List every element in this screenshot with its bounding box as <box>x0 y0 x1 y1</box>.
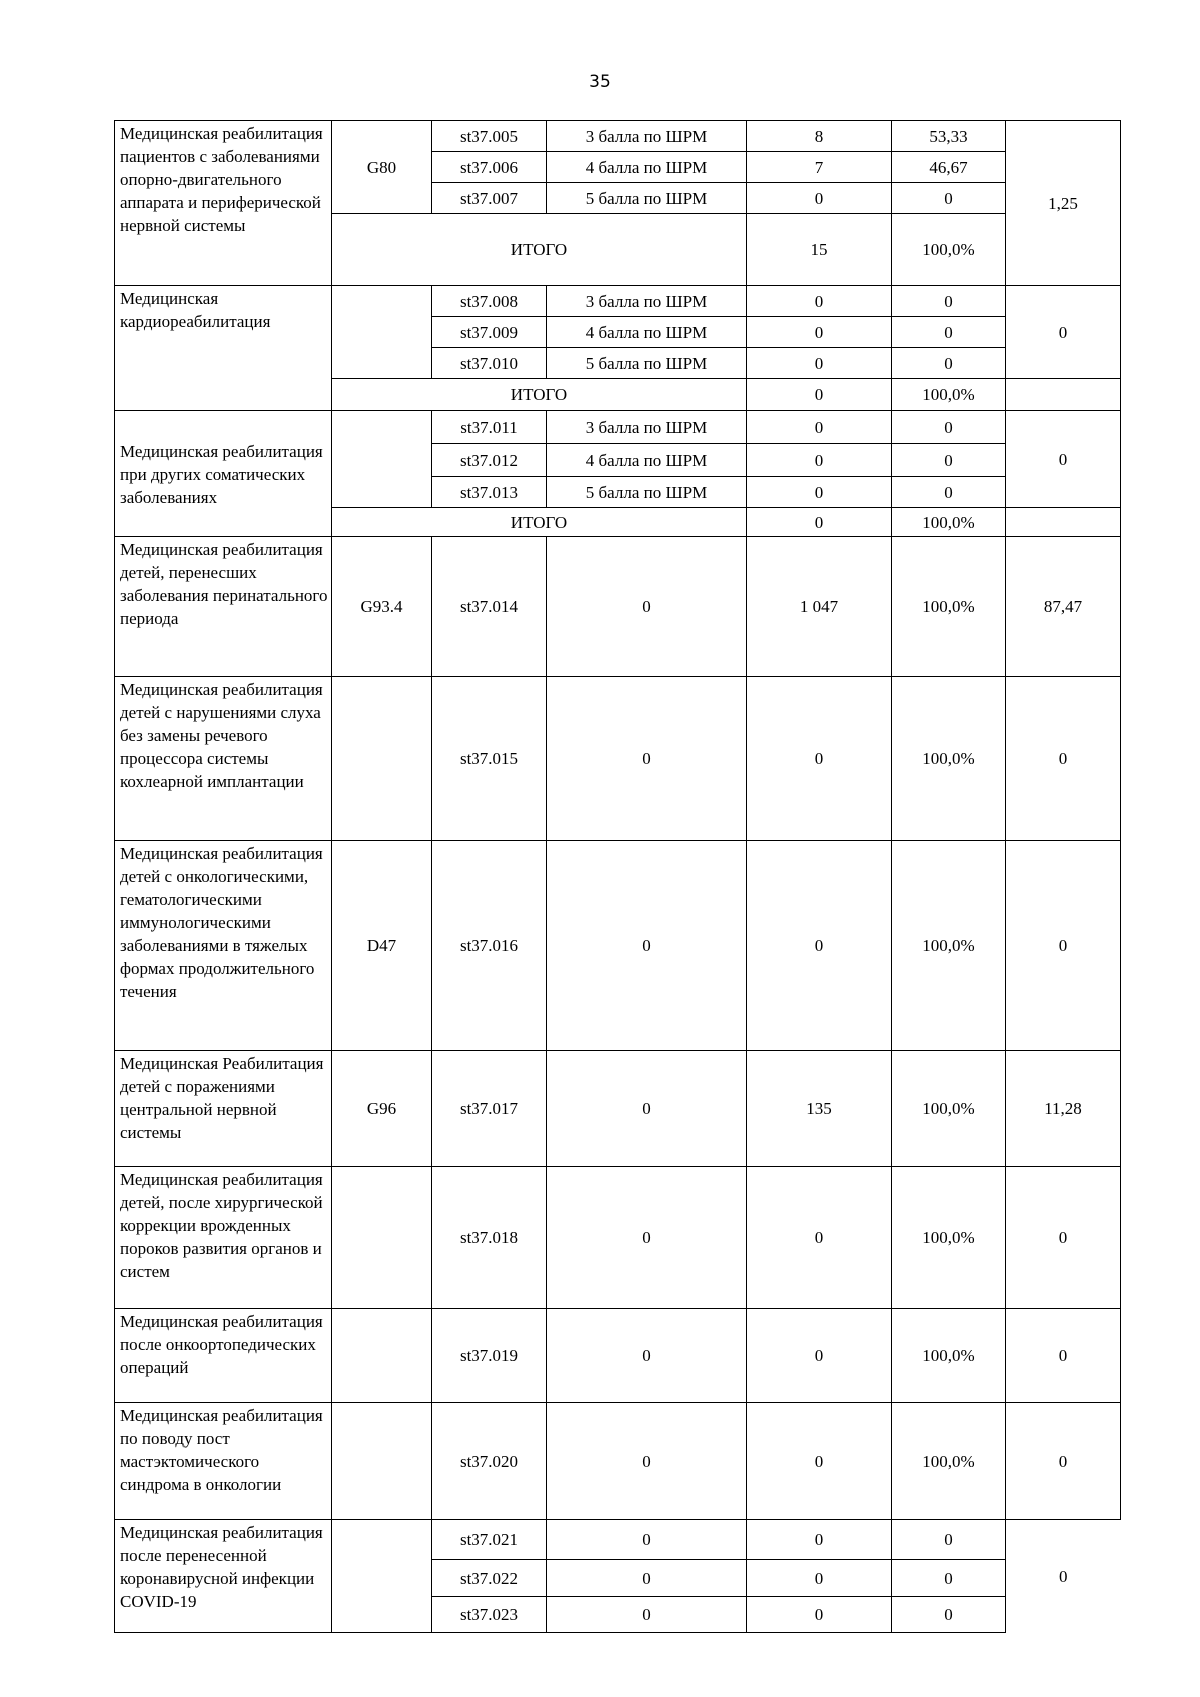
csg-description: 0 <box>547 1309 747 1403</box>
group-value: 0 <box>1006 411 1121 508</box>
csg-code: st37.013 <box>432 477 547 508</box>
table-row <box>115 121 1121 152</box>
diagnosis-code: G80 <box>332 121 432 214</box>
diagnosis-code <box>332 1309 432 1403</box>
profile-name: Медицинская реабилитация после перенесенной коронавирусной инфекции COVID-19 <box>115 1520 332 1633</box>
table-row <box>115 841 1121 1051</box>
total-count: 15 <box>747 214 892 286</box>
profile-name: Медицинская кардиореабилитация <box>115 286 332 411</box>
case-share: 100,0% <box>892 841 1006 1051</box>
group-value: 0 <box>1006 1403 1121 1520</box>
csg-code: st37.014 <box>432 537 547 677</box>
group-value: 0 <box>1006 1167 1121 1309</box>
case-count: 0 <box>747 1403 892 1520</box>
group-value: 0 <box>1006 677 1121 841</box>
case-share: 0 <box>892 411 1006 444</box>
group-value: 11,28 <box>1006 1051 1121 1167</box>
case-count: 0 <box>747 411 892 444</box>
csg-code: st37.016 <box>432 841 547 1051</box>
case-count: 0 <box>747 183 892 214</box>
diagnosis-code <box>332 1520 432 1633</box>
case-count: 7 <box>747 152 892 183</box>
csg-code: st37.006 <box>432 152 547 183</box>
diagnosis-code <box>332 1403 432 1520</box>
total-count: 0 <box>747 379 892 411</box>
group-value: 0 <box>1006 286 1121 379</box>
case-count: 0 <box>747 477 892 508</box>
csg-code: st37.018 <box>432 1167 547 1309</box>
csg-code: st37.019 <box>432 1309 547 1403</box>
case-count: 0 <box>747 348 892 379</box>
csg-code: st37.012 <box>432 444 547 477</box>
diagnosis-code: G93.4 <box>332 537 432 677</box>
rehabilitation-table <box>114 120 1121 1633</box>
case-count: 0 <box>747 677 892 841</box>
empty-cell <box>1006 508 1121 537</box>
group-value: 0 <box>1006 1520 1121 1633</box>
table-row <box>115 537 1121 677</box>
csg-description: 4 балла по ШРМ <box>547 152 747 183</box>
group-value: 0 <box>1006 1309 1121 1403</box>
csg-description: 0 <box>547 1520 747 1560</box>
csg-code: st37.007 <box>432 183 547 214</box>
case-count: 0 <box>747 1167 892 1309</box>
case-share: 0 <box>892 348 1006 379</box>
case-share: 100,0% <box>892 537 1006 677</box>
profile-name: Медицинская реабилитация по поводу пост мастэктомического синдрома в онкологии <box>115 1403 332 1520</box>
case-share: 0 <box>892 477 1006 508</box>
total-label: ИТОГО <box>332 379 747 411</box>
total-count: 0 <box>747 508 892 537</box>
csg-description: 5 балла по ШРМ <box>547 348 747 379</box>
profile-name: Медицинская Реабилитация детей с поражениями центральной нервной системы <box>115 1051 332 1167</box>
case-share: 100,0% <box>892 677 1006 841</box>
group-value: 87,47 <box>1006 537 1121 677</box>
group-value: 0 <box>1006 841 1121 1051</box>
csg-description: 0 <box>547 1597 747 1633</box>
profile-name: Медицинская реабилитация пациентов с заболеваниями опорно-двигательного аппарата и периферической нервной системы <box>115 121 332 286</box>
profile-name: Медицинская реабилитация детей, перенесших заболевания перинатального периода <box>115 537 332 677</box>
csg-code: st37.009 <box>432 317 547 348</box>
case-count: 1 047 <box>747 537 892 677</box>
profile-name: Медицинская реабилитация детей с нарушениями слуха без замены речевого процессора системы кохлеарной имплантации <box>115 677 332 841</box>
case-share: 0 <box>892 1597 1006 1633</box>
table-row <box>115 1403 1121 1520</box>
empty-cell <box>1006 379 1121 411</box>
case-count: 0 <box>747 841 892 1051</box>
table-row <box>115 1051 1121 1167</box>
csg-code: st37.021 <box>432 1520 547 1560</box>
group-value: 1,25 <box>1006 121 1121 286</box>
case-count: 0 <box>747 286 892 317</box>
csg-description: 3 балла по ШРМ <box>547 286 747 317</box>
total-share: 100,0% <box>892 379 1006 411</box>
csg-code: st37.023 <box>432 1597 547 1633</box>
csg-description: 3 балла по ШРМ <box>547 121 747 152</box>
diagnosis-code <box>332 1167 432 1309</box>
case-count: 0 <box>747 1560 892 1597</box>
diagnosis-code <box>332 411 432 508</box>
csg-description: 0 <box>547 677 747 841</box>
case-count: 0 <box>747 1520 892 1560</box>
csg-description: 0 <box>547 1167 747 1309</box>
diagnosis-code: G96 <box>332 1051 432 1167</box>
csg-description: 4 балла по ШРМ <box>547 444 747 477</box>
case-share: 0 <box>892 444 1006 477</box>
total-share: 100,0% <box>892 214 1006 286</box>
profile-name: Медицинская реабилитация детей, после хирургической коррекции врожденных пороков развития органов и систем <box>115 1167 332 1309</box>
diagnosis-code <box>332 286 432 379</box>
case-share: 0 <box>892 1520 1006 1560</box>
profile-name: Медицинская реабилитация после онкоортопедических операций <box>115 1309 332 1403</box>
total-label: ИТОГО <box>332 508 747 537</box>
table-row <box>115 1167 1121 1309</box>
page-number: 35 <box>589 72 611 92</box>
table-row <box>115 1309 1121 1403</box>
csg-code: st37.005 <box>432 121 547 152</box>
csg-code: st37.022 <box>432 1560 547 1597</box>
total-share: 100,0% <box>892 508 1006 537</box>
table-row <box>115 677 1121 841</box>
csg-code: st37.010 <box>432 348 547 379</box>
profile-name: Медицинская реабилитация детей с онкологическими, гематологическими иммунологическими заболеваниями в тяжелых формах продолжительного течения <box>115 841 332 1051</box>
case-share: 100,0% <box>892 1403 1006 1520</box>
case-count: 0 <box>747 1309 892 1403</box>
case-share: 0 <box>892 286 1006 317</box>
csg-code: st37.011 <box>432 411 547 444</box>
profile-name: Медицинская реабилитация при других соматических заболеваниях <box>115 411 332 537</box>
csg-description: 0 <box>547 841 747 1051</box>
table-row <box>115 286 1121 317</box>
table-row <box>115 1520 1121 1560</box>
case-share: 100,0% <box>892 1051 1006 1167</box>
case-count: 8 <box>747 121 892 152</box>
diagnosis-code: D47 <box>332 841 432 1051</box>
case-share: 0 <box>892 183 1006 214</box>
csg-code: st37.008 <box>432 286 547 317</box>
csg-description: 0 <box>547 1560 747 1597</box>
csg-description: 4 балла по ШРМ <box>547 317 747 348</box>
table-row <box>115 411 1121 444</box>
total-label: ИТОГО <box>332 214 747 286</box>
csg-description: 5 балла по ШРМ <box>547 477 747 508</box>
case-count: 135 <box>747 1051 892 1167</box>
csg-description: 0 <box>547 537 747 677</box>
case-share: 100,0% <box>892 1167 1006 1309</box>
csg-description: 0 <box>547 1051 747 1167</box>
csg-code: st37.015 <box>432 677 547 841</box>
case-share: 0 <box>892 1560 1006 1597</box>
diagnosis-code <box>332 677 432 841</box>
case-count: 0 <box>747 444 892 477</box>
csg-description: 5 балла по ШРМ <box>547 183 747 214</box>
case-count: 0 <box>747 317 892 348</box>
csg-code: st37.017 <box>432 1051 547 1167</box>
case-share: 100,0% <box>892 1309 1006 1403</box>
csg-description: 3 балла по ШРМ <box>547 411 747 444</box>
case-share: 46,67 <box>892 152 1006 183</box>
csg-description: 0 <box>547 1403 747 1520</box>
csg-code: st37.020 <box>432 1403 547 1520</box>
case-share: 0 <box>892 317 1006 348</box>
case-count: 0 <box>747 1597 892 1633</box>
case-share: 53,33 <box>892 121 1006 152</box>
